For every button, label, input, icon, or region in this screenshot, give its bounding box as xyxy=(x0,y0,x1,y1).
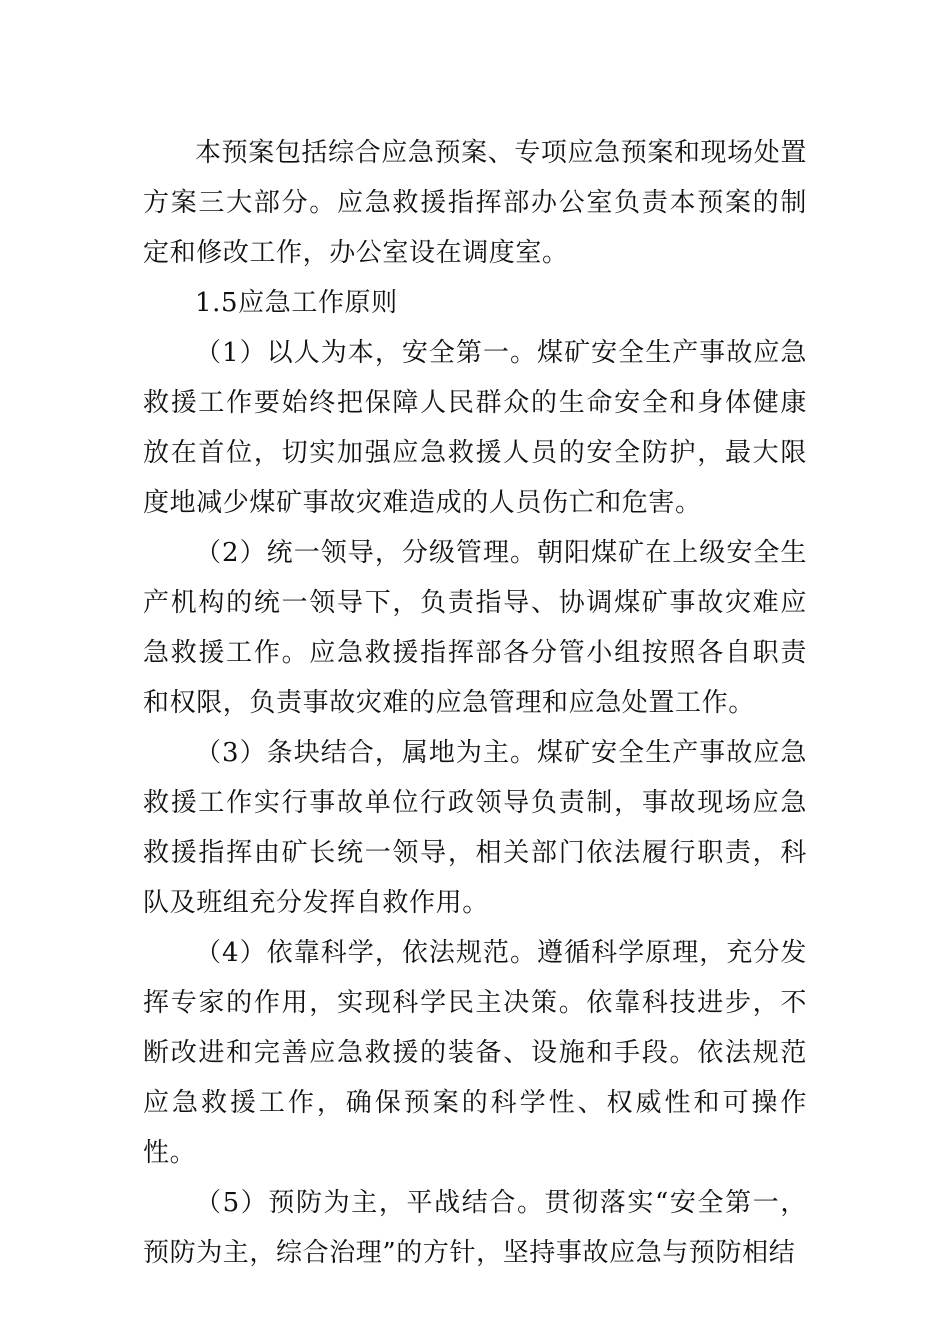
section-heading: 1.5应急工作原则 xyxy=(195,288,398,318)
intro-paragraph: 本预案包括综合应急预案、专项应急预案和现场处置方案三大部分。应急救援指挥部办公室负责本预案的制定和修改工作，办公室设在调度室。 xyxy=(143,138,807,268)
principle-1-paragraph: （1）以人为本，安全第一。煤矿安全生产事故应急救援工作要始终把保障人民群众的生命安全和身体健康放在首位，切实加强应急救援人员的安全防护，最大限度地减少煤矿事故灾难造成的人员伤亡和危害。 xyxy=(143,338,807,518)
document-body xyxy=(143,128,807,1278)
principle-2-paragraph: （2）统一领导，分级管理。朝阳煤矿在上级安全生产机构的统一领导下，负责指导、协调煤矿事故灾难应急救援工作。应急救援指挥部各分管小组按照各自职责和权限，负责事故灾难的应急管理和应急处置工作。 xyxy=(143,538,807,718)
principle-5-paragraph: （5）预防为主，平战结合。贯彻落实“安全第一，预防为主，综合治理”的方针，坚持事故应急与预防相结 xyxy=(143,1188,807,1268)
principle-3-paragraph: （3）条块结合，属地为主。煤矿安全生产事故应急救援工作实行事故单位行政领导负责制，事故现场应急救援指挥由矿长统一领导，相关部门依法履行职责，科队及班组充分发挥自救作用。 xyxy=(143,738,807,918)
principle-4-paragraph: （4）依靠科学，依法规范。遵循科学原理，充分发挥专家的作用，实现科学民主决策。依靠科技进步，不断改进和完善应急救援的装备、设施和手段。依法规范应急救援工作，确保预案的科学性、权威性和可操作性。 xyxy=(143,938,807,1168)
